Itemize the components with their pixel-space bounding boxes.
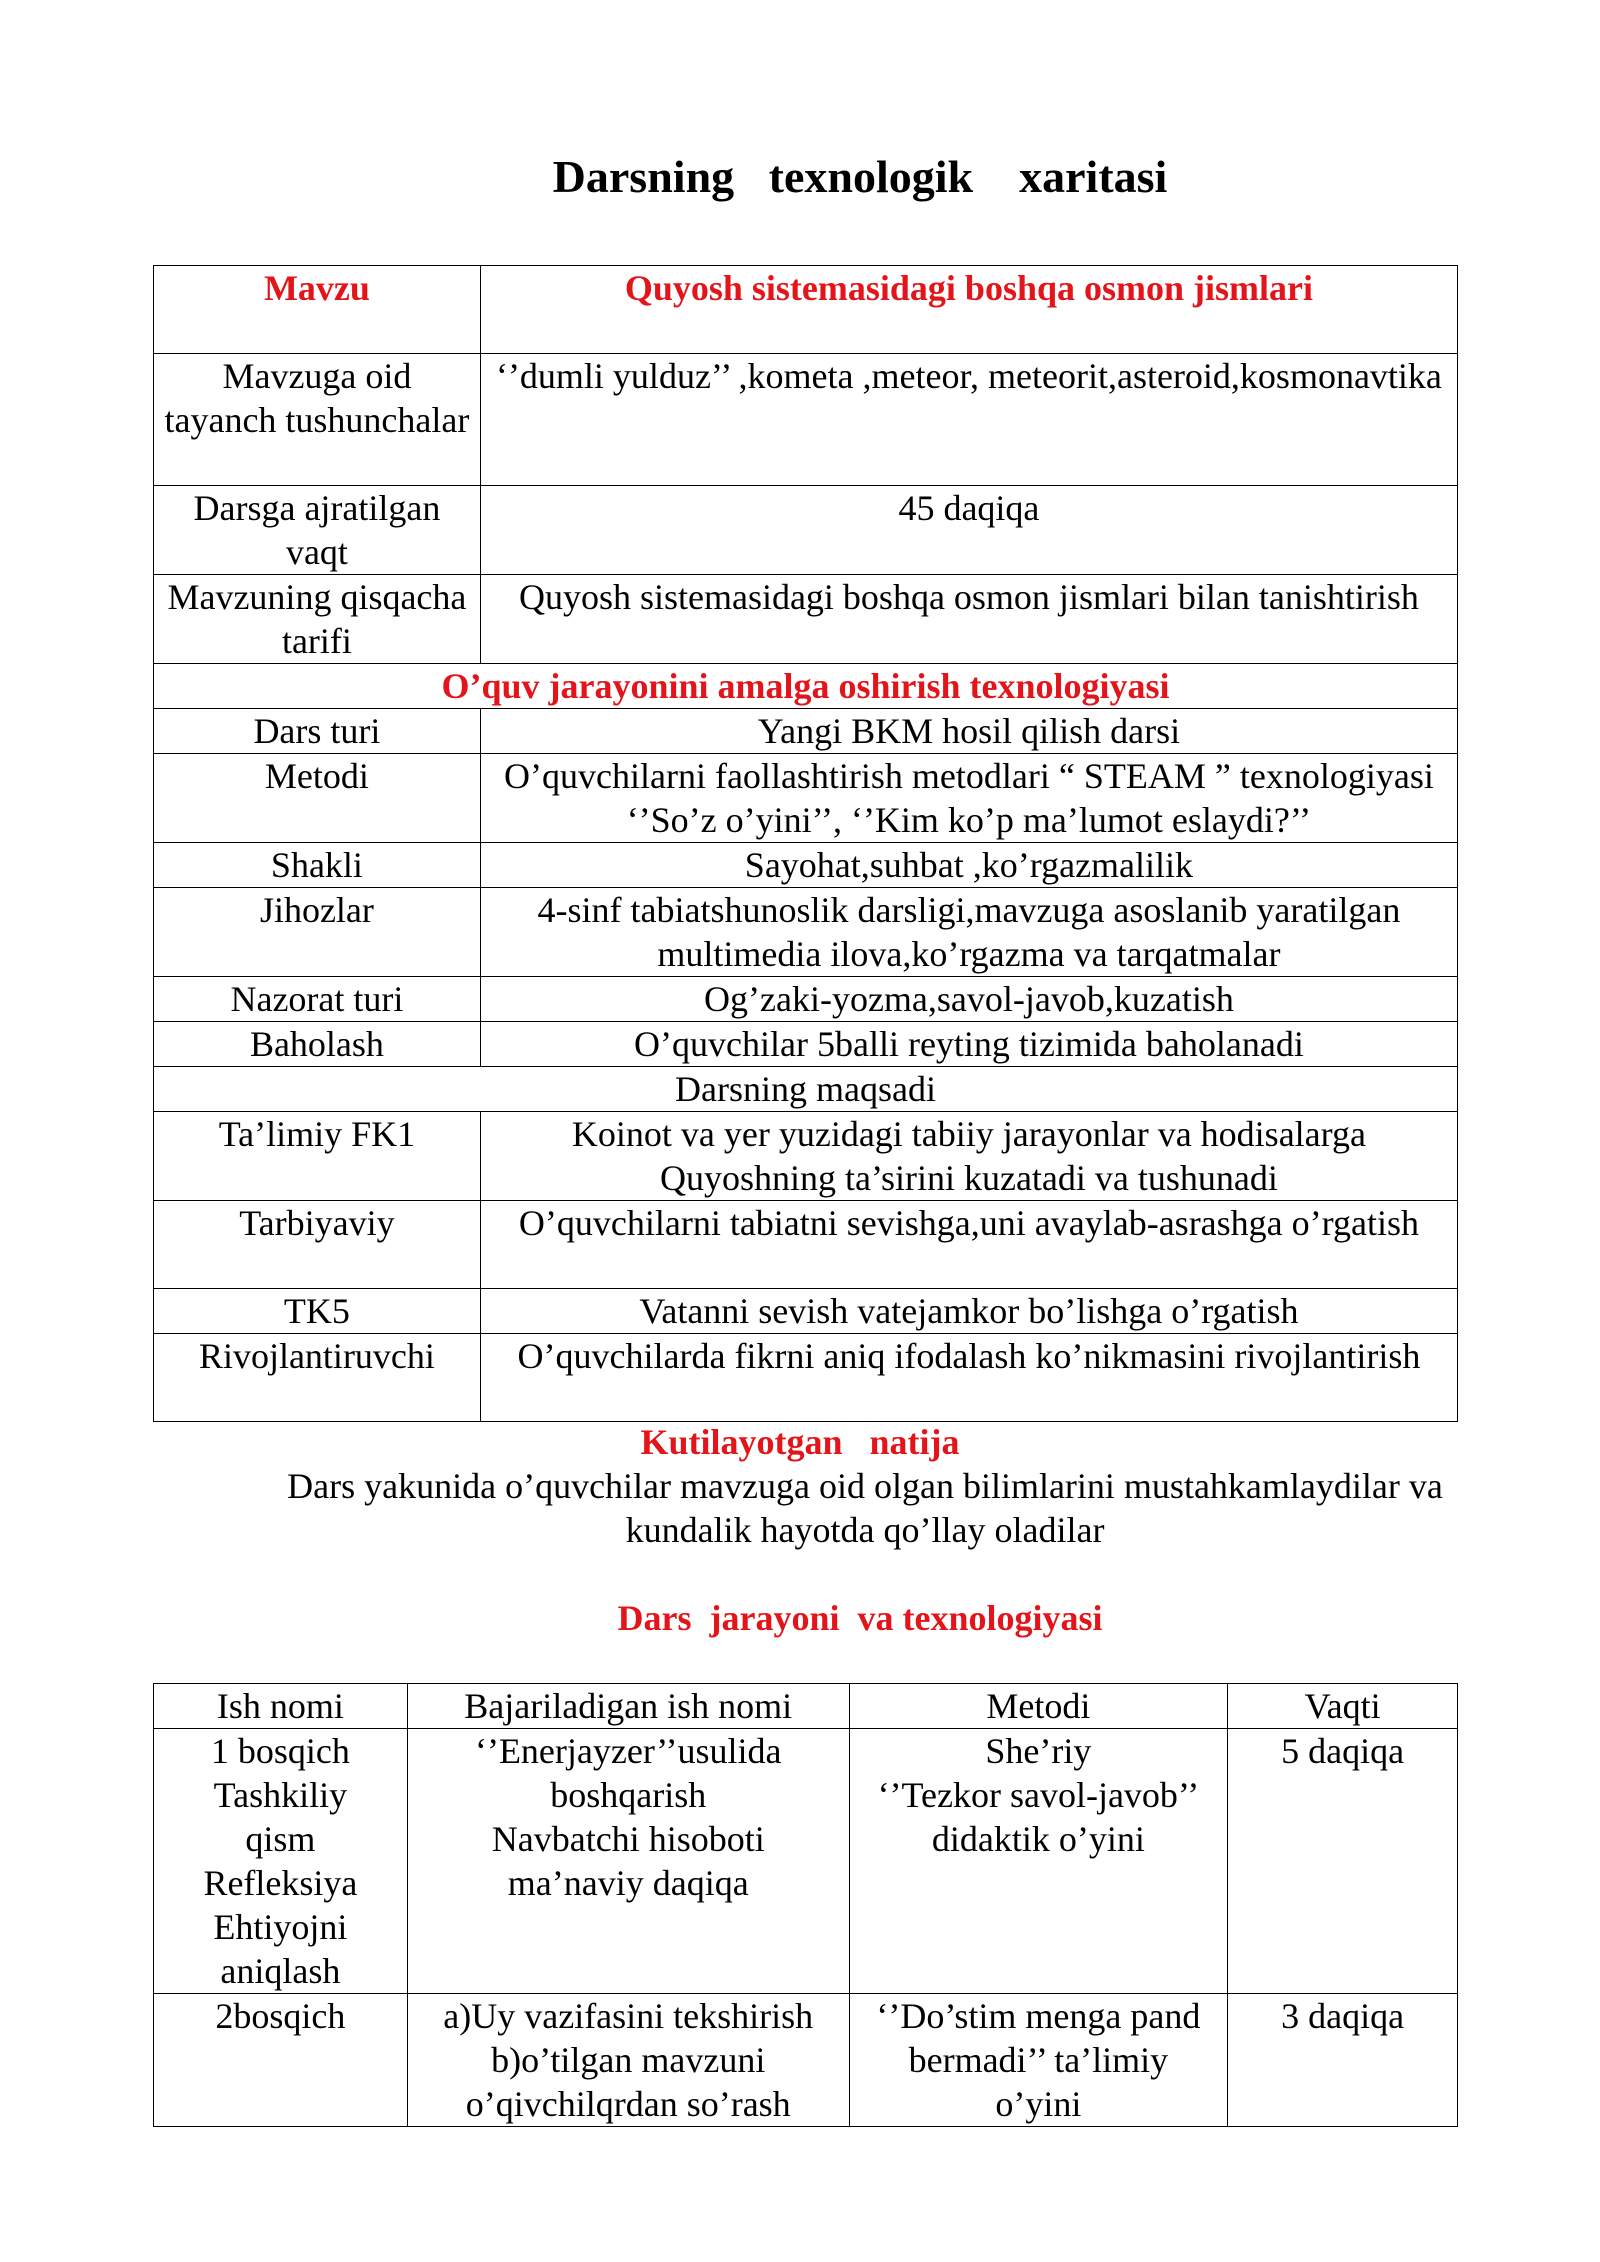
map-row — [154, 709, 1458, 754]
header-time: Vaqti — [1228, 1684, 1458, 1729]
lesson-map-table — [153, 265, 1458, 1422]
map-row-value: Sayohat,suhbat ,ko’rgazmalilik — [480, 843, 1457, 888]
topic-label: Mavzu — [154, 266, 481, 354]
map-row-label: Tarbiyaviy — [154, 1201, 481, 1289]
process-header-row — [154, 1684, 1458, 1729]
process-row — [154, 1729, 1458, 1994]
map-row-label: Baholash — [154, 1022, 481, 1067]
process-stage-name-line: Refleksiya — [203, 1863, 358, 1903]
map-row-value: Og’zaki-yozma,savol-javob,kuzatish — [480, 977, 1457, 1022]
process-work-name-line: ma’naviy daqiqa — [507, 1863, 749, 1903]
technology-heading-row — [154, 664, 1458, 709]
expected-result-text: Dars yakunida o’quvchilar mavzuga oid olgan bilimlarini mustahkamlaydilar va kundalik hayotda qo’llay oladilar — [287, 1466, 1443, 1550]
page-title: Darsning texnologik xaritasi — [552, 151, 1168, 202]
map-row — [154, 843, 1458, 888]
map-row — [154, 1334, 1458, 1422]
process-stage-name-line: Tashkiliy — [213, 1775, 348, 1815]
map-row-value: O’quvchilarda fikrni aniq ifodalash ko’nikmasini rivojlantirish — [480, 1334, 1457, 1422]
process-method-line: o’yini — [995, 2084, 1082, 2124]
process-stage-name-line: qism — [245, 1819, 316, 1859]
process-method-line: She’riy — [985, 1731, 1092, 1771]
map-row — [154, 1201, 1458, 1289]
process-work-name-line: a)Uy vazifasini tekshirish — [443, 1996, 814, 2036]
process-method-line: ‘’Do’stim menga pand — [876, 1996, 1201, 2036]
process-work-name-cell — [407, 1729, 849, 1994]
map-row-value: Vatanni sevish vatejamkor bo’lishga o’rgatish — [480, 1289, 1457, 1334]
map-row-value: 4-sinf tabiatshunoslik darsligi,mavzuga asoslanib yaratilgan multimedia ilova,ko’rgazma va tarqatmalar — [480, 888, 1457, 977]
map-row-value: O’quvchilarni faollashtirish metodlari “ STEAM ” texnologiyasi ‘’So’z o’yini’’, ‘’Kim ko’p ma’lumot eslaydi?’’ — [480, 754, 1457, 843]
process-stage-name-line: 2bosqich — [215, 1996, 346, 2036]
map-row-value: 45 daqiqa — [480, 486, 1457, 575]
process-stage-name-line: aniqlash — [220, 1951, 341, 1991]
topic-value: Quyosh sistemasidagi boshqa osmon jismlari — [480, 266, 1457, 354]
map-row-label: Dars turi — [154, 709, 481, 754]
process-method-cell — [849, 1994, 1228, 2127]
process-work-name-line: boshqarish — [550, 1775, 707, 1815]
map-row-value: Quyosh sistemasidagi boshqa osmon jismlari bilan tanishtirish — [480, 575, 1457, 664]
lesson-goal-heading-row — [154, 1067, 1458, 1112]
map-row — [154, 754, 1458, 843]
map-row-label: TK5 — [154, 1289, 481, 1334]
process-stage-name-cell — [154, 1729, 408, 1994]
technology-heading: O’quv jarayonini amalga oshirish texnologiyasi — [154, 664, 1458, 709]
map-row-label: Darsga ajratilgan vaqt — [154, 486, 481, 575]
map-row-value: O’quvchilar 5balli reyting tizimida baholanadi — [480, 1022, 1457, 1067]
process-time-cell: 3 daqiqa — [1228, 1994, 1458, 2127]
header-stage-name: Ish nomi — [154, 1684, 408, 1729]
process-work-name-line: ‘’Enerjayzer’’usulida — [474, 1731, 782, 1771]
lesson-process-heading: Dars jarayoni va texnologiyasi — [617, 1598, 1103, 1638]
map-row — [154, 1112, 1458, 1201]
lesson-process-table — [153, 1683, 1458, 2127]
process-work-name-line: Navbatchi hisoboti — [491, 1819, 765, 1859]
map-row-value: ‘’dumli yulduz’’ ,kometa ,meteor, meteorit,asteroid,kosmonavtika — [480, 354, 1457, 486]
map-row-label: Nazorat turi — [154, 977, 481, 1022]
process-work-name-line: b)o’tilgan mavzuni — [491, 2040, 766, 2080]
process-method-line: bermadi’’ ta’limiy — [908, 2040, 1169, 2080]
process-work-name-cell — [407, 1994, 849, 2127]
process-method-line: ‘’Tezkor savol-javob’’ — [877, 1775, 1200, 1815]
map-row-label: Jihozlar — [154, 888, 481, 977]
expected-result-heading: Kutilayotgan natija — [640, 1422, 960, 1462]
process-stage-name-cell — [154, 1994, 408, 2127]
map-row — [154, 977, 1458, 1022]
map-row — [154, 1022, 1458, 1067]
map-row-value: Koinot va yer yuzidagi tabiiy jarayonlar va hodisalarga Quyoshning ta’sirini kuzatadi va tushunadi — [480, 1112, 1457, 1201]
map-row-value: Yangi BKM hosil qilish darsi — [480, 709, 1457, 754]
process-stage-name-line: 1 bosqich — [210, 1731, 350, 1771]
header-method: Metodi — [849, 1684, 1228, 1729]
map-row-label: Rivojlantiruvchi — [154, 1334, 481, 1422]
map-row — [154, 888, 1458, 977]
map-row — [154, 354, 1458, 486]
map-row-label: Metodi — [154, 754, 481, 843]
map-row — [154, 486, 1458, 575]
lesson-goal-heading: Darsning maqsadi — [154, 1067, 1458, 1112]
map-row-label: Mavzuga oid tayanch tushunchalar — [154, 354, 481, 486]
process-time-cell: 5 daqiqa — [1228, 1729, 1458, 1994]
process-method-cell — [849, 1729, 1228, 1994]
map-row-value: O’quvchilarni tabiatni sevishga,uni avaylab-asrashga o’rgatish — [480, 1201, 1457, 1289]
map-row — [154, 1289, 1458, 1334]
map-row — [154, 575, 1458, 664]
map-row-label: Mavzuning qisqacha tarifi — [154, 575, 481, 664]
process-work-name-line: o’qivchilqrdan so’rash — [465, 2084, 791, 2124]
process-stage-name-line: Ehtiyojni — [213, 1907, 348, 1947]
map-row-label: Shakli — [154, 843, 481, 888]
header-work-name: Bajariladigan ish nomi — [407, 1684, 849, 1729]
topic-row — [154, 266, 1458, 354]
process-row — [154, 1994, 1458, 2127]
process-method-line: didaktik o’yini — [931, 1819, 1145, 1859]
map-row-label: Ta’limiy FK1 — [154, 1112, 481, 1201]
